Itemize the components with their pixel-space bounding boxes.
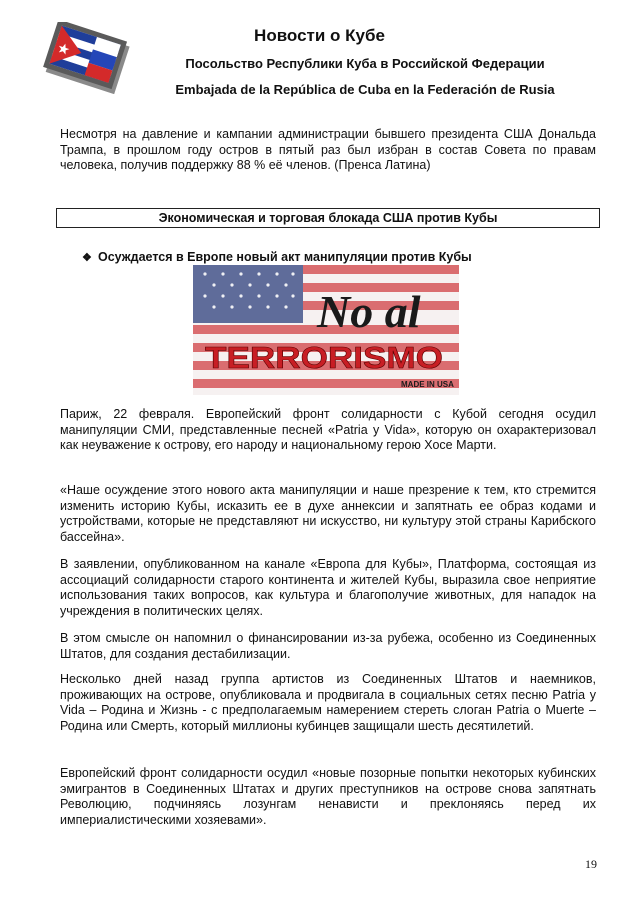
article-paragraph: «Наше осуждение этого нового акта манипуляции и наше презрение к тем, кто стремится изменить историю Кубы, исказить ее в духе аннексии и запятнать ее образ кодами и устройствами, которые не представляют ни искусство, ни культуру этой страны Карибского бассейна». [60, 483, 596, 544]
banner-line1: No al [317, 286, 421, 337]
diamond-bullet-icon: ❖ [82, 252, 92, 264]
article-paragraph: Несколько дней назад группа артистов из Соединенных Штатов и наемников, проживающих на острове, опубликовала и продвигала в социальных сетях песню Patria y Vida – Родина и Жизнь - с предполагаемым намерением стереть слоган Patria o Muerte – Родина или Смерть, который миллионы кубинцев защищали шесть десятилетий. [60, 672, 596, 733]
article-paragraph: В заявлении, опубликованном на канале «Европа для Кубы», Платформа, состоящая из ассоциаций солидарности старого континента и жителей Кубы, выразила свое неприятие использования таких вопросов, как культура и благополучие животных, для нападок на учреждения в политических целях. [60, 557, 596, 618]
page-number: 19 [585, 857, 597, 871]
intro-paragraph: Несмотря на давление и кампании администрации бывшего президента США Дональда Трампа, в прошлом году остров в пятый раз был избран в состав Совета по правам человека, получив поддержку 88 % её членов. (Пренса Латина) [60, 127, 596, 173]
no-al-terrorismo-banner [193, 265, 459, 395]
article-paragraph: Европейский фронт солидарности осудил «новые позорные попытки некоторых кубинских эмигрантов в Соединенных Штатах и других преступников на острове снова запятнать Революцию, подчиняясь лозунгам ненависти и преклоняясь перед их империалистическими хозяевами». [60, 766, 596, 827]
embassy-name-ru: Посольство Республики Куба в Российской Федерации [185, 56, 545, 71]
article-paragraph: Париж, 22 февраля. Европейский фронт солидарности с Кубой сегодня осудил манипуляции СМИ, представленные песней «Patria y Vida», которую он охарактеризовал как неуважение к острову, его народу и национальному герою Хосе Марти. [60, 407, 596, 453]
page-title: Новости о Кубе [254, 26, 385, 45]
article-paragraph: В этом смысле он напомнил о финансировании из-за рубежа, особенно из Соединенных Штатов, для создания дестабилизации. [60, 631, 596, 661]
article-headline [82, 250, 472, 264]
embassy-name-es: Embajada de la República de Cuba en la Federación de Rusia [175, 82, 555, 97]
banner-tag: MADE IN USA [401, 380, 454, 389]
section-heading: Экономическая и торговая блокада США против Кубы [56, 208, 600, 228]
headline-text: Осуждается в Европе новый акт манипуляции против Кубы [98, 250, 472, 264]
banner-line2: TERRORISMO [205, 340, 443, 375]
